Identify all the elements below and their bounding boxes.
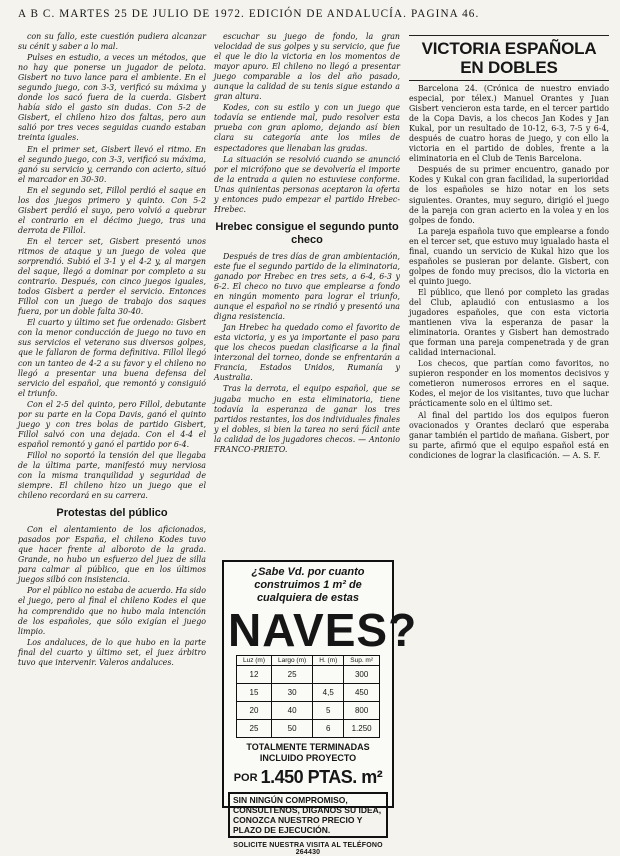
paragraph: Los andaluces, de lo que hubo en la parte final del cuarto y último set, el juez árbitro tuvo que intervenir. Valeros andaluces. [18,637,206,667]
page-header: A B C. MARTES 25 DE JULIO DE 1972. EDICIÓN DE ANDALUCÍA. PAGINA 46. [18,8,480,20]
paragraph: El público, que llenó por completo las gradas del Club, aplaudió con entusiasmo a los jugadores españoles, que con esta victoria mantienen viva la esperanza de pasar la eliminatoria. Orantes y Gisbert han demostrado que forman una pareja compenetrada y de gran calidad internacional. [409,287,609,358]
advertisement-naves [222,560,418,856]
paragraph: Fillol no soportó la tensión del que llegaba de la última parte, manifestó muy nerviosa con la misma tranquilidad y seguridad de siempre. El chileno hizo un juego que el chileno recordará en su carrera. [18,450,206,501]
paragraph: Kodes, con su estilo y con un juego que todavía se entiende mal, pudo resolver esta prueba con gran aplomo, dejando así bien clara su categoría ante los miles de espectadores que llenaban las gradas. [214,103,400,153]
paragraph: Después de tres días de gran ambientación, este fue el segundo partido de la eliminatoria, ganado por Hrebec en tres sets, a 6-4, 6-3 y 6-2. El checo no tuvo que emplearse a fondo en ningún momento para lograr el triunfo, aunque el español no se rindió y presentó una digna resistencia. [214,251,400,322]
ad-phone: SOLICITE NUESTRA VISITA AL TELÉFONO 264430 [233,842,383,856]
table-row: 15 30 4,5 450 [236,684,379,702]
paragraph: En el tercer set, Gisbert presentó unos ritmos de ataque y un juego de volea que sorprendió. Subió el 3-1 y el 4-2 y, al margen del saque, llegó a dominar por completo a su contrario. Después, con cinco juegos iguales, todos Gisbert a perder el servicio. Entonces Fillol con un juego de trabajo dos saques fuera, por un doble falta 30-40. [18,236,206,317]
paragraph: Tras la derrota, el equipo español, que se jugaba mucho en esta eliminatoria, tiene todavía la esperanza de ganar los tres partidos restantes, los dos individuales finales y el dobles, si bien la tarea no será fácil ante la calidad de los jugadores checos. — Antonio FRANCO-PRIETO. [214,384,400,454]
ad-price: 1.450 PTAS. m² [260,767,383,787]
table-header: Luz (m) [236,656,271,666]
paragraph: Barcelona 24. (Crónica de nuestro enviado especial, por télex.) Manuel Orantes y Juan Gisbert vencieron esta tarde, en el tercer partido de la Copa Davis, a los checos Jan Kodes y Jan Kukal, por un resultado de 10-12, 6-3, 7-5 y 6-4, después de cuatro horas de juego, y con ello la victoria en el partido de dobles, frente a la eliminatoria en el Club de Tenis Barcelona. [409,84,609,164]
paragraph: Pulses en estudio, a veces un métodos, que no hay que ponerse un jugador de pelota. Gisbert no tuvo lance para el ambiente. En el segundo juego, con 3-3, verificó su máxima y donde los sacó fuera de la cuerda. Gisbert había sido el gasto sin dudas. Con 5-2 de Gisbert, el chileno hizo dos faltas, pero aun salió por tres veces seguidas cuando estaban treinta iguales. [18,53,206,143]
table-header: Largo (m) [272,656,313,666]
table-header: H. (m) [313,656,344,666]
article-headline: VICTORIA ESPAÑOLA EN DOBLES [421,39,597,77]
column-right [409,32,609,818]
section-title-hrebec: Hrebec consigue el segundo punto checo [215,220,399,246]
table-row: 25 50 6 1.250 [236,720,379,738]
table-row: 12 25 300 [236,666,379,684]
paragraph: Con el alentamiento de los aficionados, pasados por España, el chileno Kodes tuvo que hacer frente al alboroto de la grada. Grande, no hubo un esfuerzo del juez de silla para calmar al público, que en los últimos juegos silbó con insistencia. [18,525,206,585]
paragraph: Al final del partido los dos equipos fueron ovacionados y Orantes declaró que esperaba ganar también el partido de mañana. Gisbert, por su parte, afirmó que el equipo español está en condiciones de lograr la clasificación. — A. S. F. [409,410,609,460]
ad-price-row [228,767,388,788]
paragraph: Después de su primer encuentro, ganado por Kodes y Kukal con gran facilidad, la superioridad de los españoles se hizo notar en los sets siguientes. Orantes, muy seguro, dirigió el juego de la pareja con gran acierto en la volea y en los golpes de fondo. [409,165,609,225]
divider [409,80,609,81]
table-row: 20 40 5 800 [236,702,379,720]
paragraph: En el primer set, Gisbert llevó el ritmo. En el segundo juego, con 3-3, verificó su máxima, ganó su servicio y, cerrando con acierto, situó el marcador en 30-30. [18,144,206,184]
section-title-protests: Protestas del público [56,507,168,520]
divider [409,35,609,36]
paragraph: escuchar su juego de fondo, la gran velocidad de sus golpes y su servicio, que fue el que le dio la victoria en los momentos de mayor apuro. El chileno no llegó a presentar juego comparable a los del año pasado, aunque la calidad de su tenis sigue estando a gran altura. [214,32,400,102]
ad-question: ¿Sabe Vd. por cuanto construimos 1 m² de cualquiera de estas [251,566,365,604]
ad-table [236,655,380,738]
paragraph: El cuarto y último set fue ordenado: Gisbert con la menor conducción de juego no tuvo en sus servicios el veterano sus diversos golpes, que le fallaron de forma definitiva. Fillol llegó con un tanteo de 4-2 a su favor y el chileno no llegó a presentar una buena defensa del servicio del español, que remontó y consiguió el triunfo. [18,318,206,398]
table-header: Sup. m² [344,656,380,666]
paragraph: Los checos, que partían como favoritos, no supieron responder en los momentos decisivos y cometieron numerosos errores en el saque. Kodes, el mejor de los visitantes, tuvo que luchar prácticamente solo en el último set. [409,359,609,409]
paragraph: con su fallo, este cuestión pudiera alcanzar su cénit y saber a lo mal. [18,32,206,52]
paragraph: La situación se resolvió cuando se anunció por el micrófono que se devolvería el importe de la entrada a quien no estuviese conforme. Unas quinientas personas aceptaron la oferta y entonces pudo empezar el partido Hrebec-Hrebec. [214,154,400,214]
paragraph: Jan Hrebec ha quedado como el favorito de esta victoria, y es ya importante el paso para que los checos puedan clasificarse a la final interzonal del torneo, donde se enfrentarán a Francia, Estados Unidos, Rumanía y Australia. [214,323,400,383]
ad-terminadas: TOTALMENTE TERMINADAS INCLUIDO PROYECTO [246,742,370,763]
ad-contact-box: SIN NINGÚN COMPROMISO, CONSULTENOS, DIGANOS SU IDEA, CONOZCA NUESTRO PRECIO Y PLAZO DE EJECUCIÓN. [228,792,388,838]
column-left [18,32,206,818]
paragraph: La pareja española tuvo que emplearse a fondo en el tercer set, que estuvo muy igualado hasta el final, cuando un servicio de Kukal hizo que los españoles se pusieran por delante. Gisbert, con golpes de fondo muy precisos, dio la victoria en el quinto juego. [409,226,609,286]
paragraph: Con el 2-5 del quinto, pero Fillol, debutante por su parte en la Copa Davis, ganó el quinto juego y con tres bolas de partido Gisbert, Fillol salvó con una dejada. Con el 4-4 el español remontó y ganó el partido por 6-4. [18,399,206,449]
ad-por: POR [233,771,258,784]
paragraph: Por el público no estaba de acuerdo. Ha sido el juego, pero al final el chileno Kodes el que ha comprendido que no hubo mala intención de los españoles, que sólo exigían el juego limpio. [18,586,206,636]
paragraph: En el segundo set, Fillol perdió el saque en los dos juegos primero y quinto. Con 5-2 Gisbert perdió el suyo, pero volvió a quebrar el contrario en el décimo juego, tras una derrota de Fillol. [18,185,206,235]
ad-headline: NAVES? [228,604,418,656]
